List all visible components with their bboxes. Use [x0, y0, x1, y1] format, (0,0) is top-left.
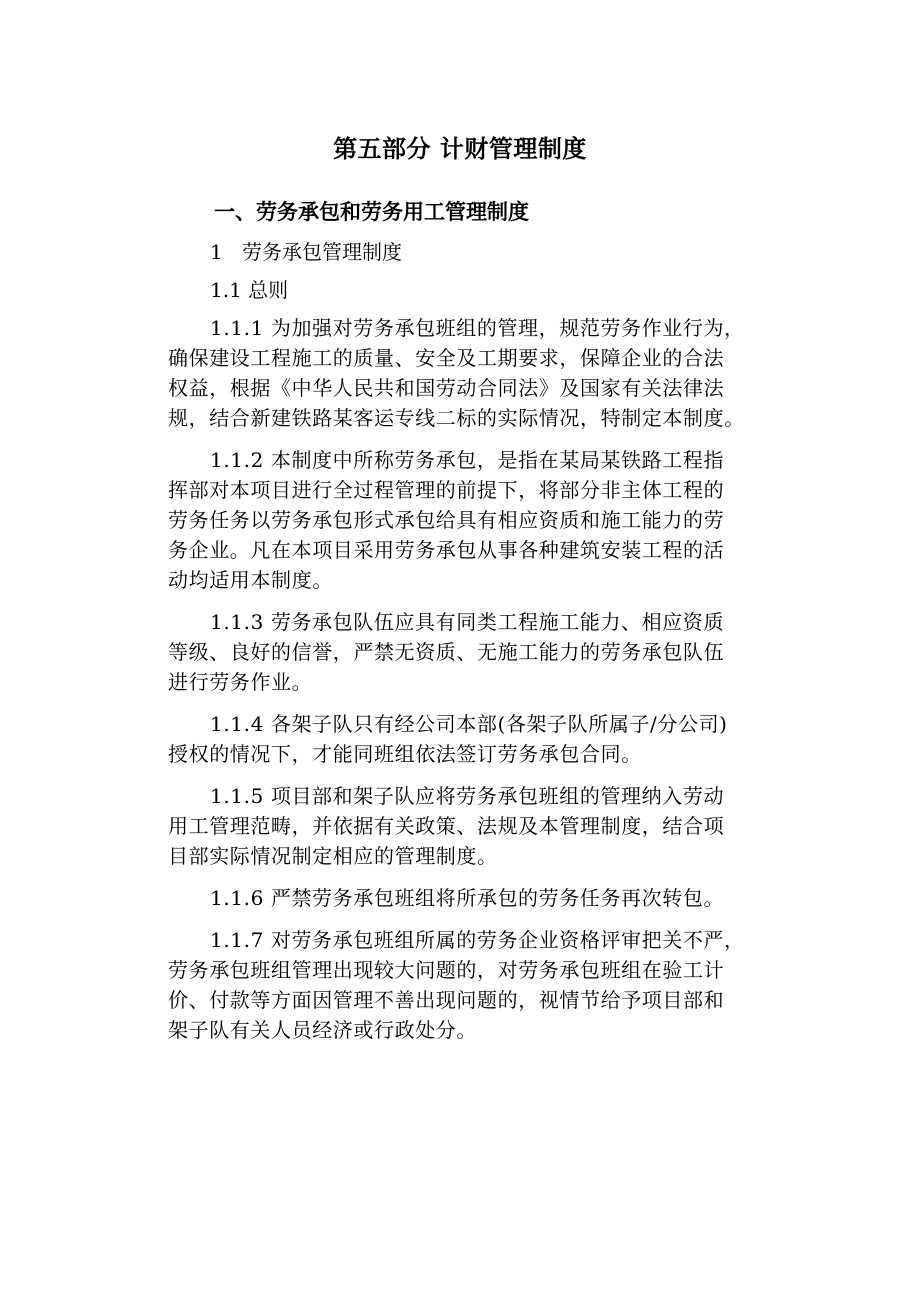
paragraph-line: 权益，根据《中华人民共和国劳动合同法》及国家有关法律法 [168, 376, 725, 400]
paragraph-line: 1.1.7 对劳务承包班组所属的劳务企业资格评审把关不严， [210, 928, 745, 952]
paragraph-line: 1.1.4 各架子队只有经公司本部(各架子队所属子/分公司) [210, 712, 728, 736]
paragraph-line: 挥部对本项目进行全过程管理的前提下，将部分非主体工程的 [168, 478, 725, 502]
paragraph-line: 授权的情况下，才能同班组依法签订劳务承包合同。 [168, 742, 642, 766]
paragraph-line: 1.1.3 劳务承包队伍应具有同类工程施工能力、相应资质 [210, 610, 725, 634]
section-heading: 一、劳务承包和劳务用工管理制度 [214, 200, 529, 224]
paragraph-line: 1.1.1 为加强对劳务承包班组的管理，规范劳务作业行为， [210, 316, 745, 340]
paragraph-line: 等级、良好的信誉，严禁无资质、无施工能力的劳务承包队伍 [168, 640, 725, 664]
paragraph-line: 架子队有关人员经济或行政处分。 [168, 1018, 477, 1042]
paragraph-line: 确保建设工程施工的质量、安全及工期要求，保障企业的合法 [168, 346, 725, 370]
body-text [168, 313, 768, 1057]
paragraph-1-1-6 [168, 883, 768, 913]
paragraph-1-1-5 [168, 781, 768, 871]
document-title: 第五部分 计财管理制度 [333, 135, 587, 163]
paragraph-line: 动均适用本制度。 [168, 568, 333, 592]
paragraph-line: 进行劳务作业。 [168, 670, 313, 694]
subsection-number: 1 [210, 240, 223, 264]
subsubsection-heading: 1.1 总则 [210, 278, 289, 302]
paragraph-1-1-1 [168, 313, 768, 433]
paragraph-line: 1.1.5 项目部和架子队应将劳务承包班组的管理纳入劳动 [210, 784, 725, 808]
subsection-label: 劳务承包管理制度 [242, 240, 402, 264]
paragraph-line: 目部实际情况制定相应的管理制度。 [168, 844, 498, 868]
paragraph-line: 用工管理范畴，并依据有关政策、法规及本管理制度，结合项 [168, 814, 725, 838]
paragraph-1-1-2 [168, 445, 768, 595]
paragraph-line: 价、付款等方面因管理不善出现问题的，视情节给予项目部和 [168, 988, 725, 1012]
paragraph-line: 1.1.6 严禁劳务承包班组将所承包的劳务任务再次转包。 [210, 886, 725, 910]
paragraph-1-1-7 [168, 925, 768, 1045]
paragraph-line: 务企业。凡在本项目采用劳务承包从事各种建筑安装工程的活 [168, 538, 725, 562]
paragraph-line: 劳务承包班组管理出现较大问题的，对劳务承包班组在验工计 [168, 958, 725, 982]
subsection-heading [210, 238, 402, 266]
paragraph-1-1-3 [168, 607, 768, 697]
paragraph-line: 规，结合新建铁路某客运专线二标的实际情况，特制定本制度。 [168, 406, 745, 430]
paragraph-1-1-4 [168, 709, 768, 769]
paragraph-line: 劳务任务以劳务承包形式承包给具有相应资质和施工能力的劳 [168, 508, 725, 532]
paragraph-line: 1.1.2 本制度中所称劳务承包，是指在某局某铁路工程指 [210, 448, 725, 472]
